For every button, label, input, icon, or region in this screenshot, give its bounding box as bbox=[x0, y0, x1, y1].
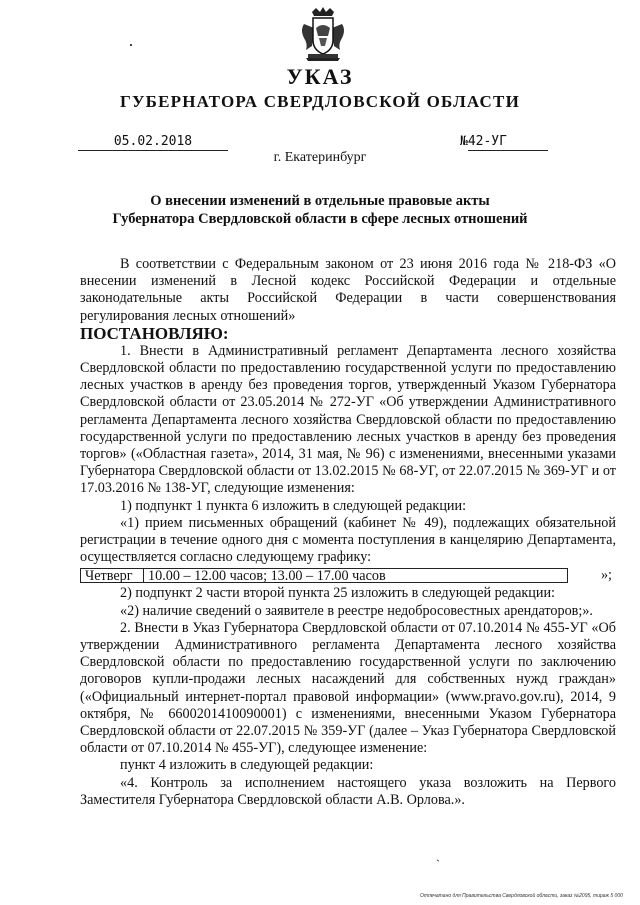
clause-2: 2. Внести в Указ Губернатора Свердловской области от 07.10.2014 № 455-УГ «Об утверждении Административного регламента Департамента лесного хозяйства Свердловской области по предоставлению государственной услуги по заключению договоров купли-продажи лесных насаждений для собственных нужд граждан» («Официальный интернет-портал правовой информации» (www.pravo.gov.ru), 2014, 9 октября, № 6600201410090001) с изменениями, внесенными Указом Губернатора Свердловской области от 22.07.2015 № 359-УГ (далее – Указ Губернатора Свердловской области от 07.10.2014 № 455-УГ), следующее изменение: bbox=[80, 619, 616, 757]
number-sign: № bbox=[460, 134, 468, 149]
clause-1-1-quote: «1) прием письменных обращений (кабинет № 49), подлежащих обязательной регистрации в течение одного дня с момента поступления в канцелярию Департамента, осуществляется согласно следующему графику: bbox=[80, 514, 616, 566]
coat-of-arms-icon bbox=[298, 6, 348, 62]
schedule-table bbox=[80, 568, 568, 583]
clause-1-2-quote: «2) наличие сведений о заявителе в реестре недобросовестных арендаторов;». bbox=[120, 602, 593, 619]
decree-title: УКАЗ bbox=[286, 64, 354, 89]
page-mark: ˎ bbox=[436, 848, 440, 862]
decree-body bbox=[80, 256, 616, 809]
decree-number bbox=[460, 134, 580, 151]
decree-word: ПОСТАНОВЛЯЮ: bbox=[80, 323, 229, 343]
decree-date: 05.02.2018 bbox=[78, 134, 228, 151]
schedule-hours: 10.00 – 12.00 часов; 13.00 – 17.00 часов bbox=[148, 568, 386, 585]
scan-speck bbox=[130, 44, 132, 46]
clause-1-2: 2) подпункт 2 части второй пункта 25 изложить в следующей редакции: bbox=[120, 585, 555, 602]
clause-2-1-quote: «4. Контроль за исполнением настоящего указа возложить на Первого Заместителя Губернатора Свердловской области А.В. Орлова.». bbox=[80, 774, 616, 808]
print-footer: Отпечатано для Правительства Свердловской области, заказ №2095, тираж 5 000 bbox=[420, 893, 623, 899]
schedule-row bbox=[80, 567, 616, 584]
schedule-day: Четверг bbox=[81, 569, 144, 582]
decree-issuer: ГУБЕРНАТОРА СВЕРДЛОВСКОЙ ОБЛАСТИ bbox=[119, 92, 521, 111]
intro-paragraph: В соответствии с Федеральным законом от 23 июня 2016 года № 218-ФЗ «О внесении изменений в Лесной кодекс Российской Федерации и отдельные законодательные акты Российской Федерации в части совершенствования регулирования лесных отношений» bbox=[80, 256, 616, 324]
number-value: 42-УГ bbox=[468, 134, 548, 151]
clause-1-1: 1) подпункт 1 пункта 6 изложить в следующей редакции: bbox=[120, 497, 467, 514]
subject-line-1: О внесении изменений в отдельные правовые акты bbox=[150, 193, 490, 209]
clause-1: 1. Внести в Административный регламент Департамента лесного хозяйства Свердловской области по предоставлению государственной услуги по предоставлению лесных участков в аренду без проведения торгов, утвержденный Указом Губернатора Свердловской области от 23.05.2014 № 272-УГ «Об утверждении Административного регламента Департамента лесного хозяйства Свердловской области по предоставлению государственной услуги по предоставлению лесных участков в аренду без проведения торгов» («Областная газета», 2014, 31 мая, № 96) с изменениями, внесенными указами Губернатора Свердловской области от 13.02.2015 № 68-УГ, от 22.07.2015 № 369-УГ и от 17.03.2016 № 138-УГ, следующие изменения: bbox=[80, 342, 616, 497]
clause-2-1: пункт 4 изложить в следующей редакции: bbox=[120, 757, 374, 774]
decree-city: г. Екатеринбург bbox=[273, 150, 367, 165]
subject-line-2: Губернатора Свердловской области в сфере лесных отношений bbox=[112, 211, 528, 227]
schedule-closing-quote: »; bbox=[600, 567, 612, 584]
decree-subject bbox=[60, 192, 580, 228]
